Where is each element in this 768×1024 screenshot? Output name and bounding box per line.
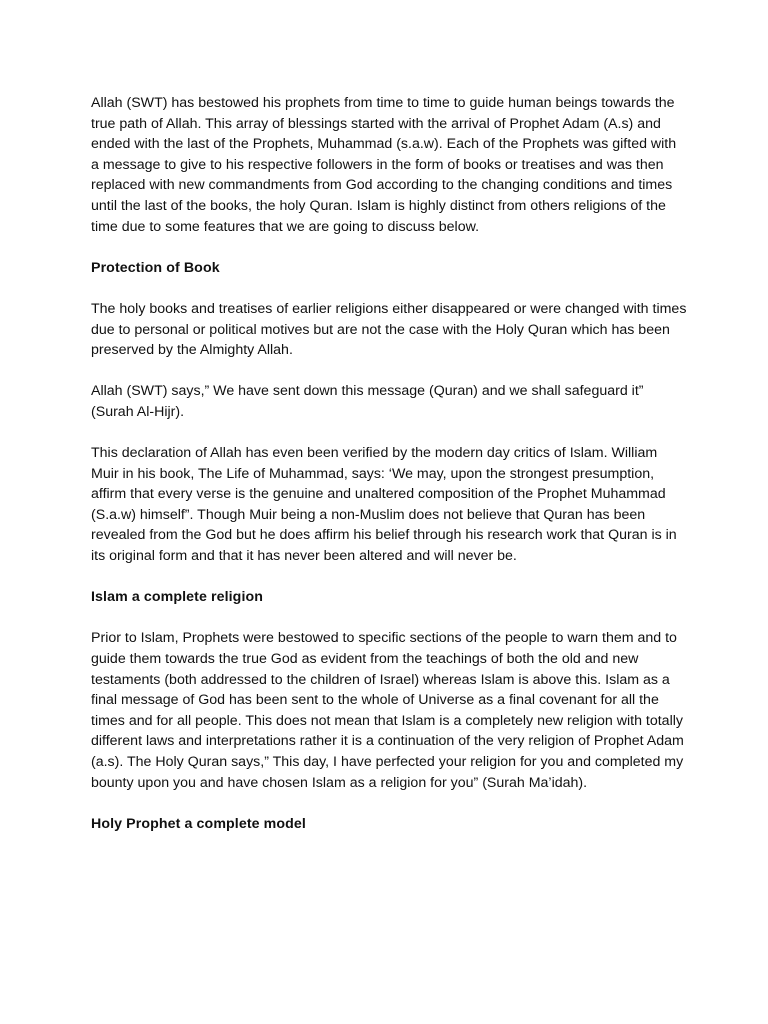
section-heading-complete-religion: Islam a complete religion — [91, 589, 264, 606]
protection-paragraph-3: This declaration of Allah has even been verified by the modern day critics of Islam. William Muir in his book, The Life of Muhammad, says: ‘We may, upon the strongest presumption, affirm that every verse is the genuine and unaltered composition of the Prophet Muhammad (S.a.w) himself”. Though Muir being a non-Muslim does not believe that Quran has been revealed from the God but he does affirm his belief through his research work that Quran is in its original form and that it has never been altered and will never be. — [91, 445, 677, 565]
section-heading-protection-of-book: Protection of Book — [91, 259, 220, 276]
intro-paragraph: Allah (SWT) has bestowed his prophets from time to time to guide human beings towards the true path of Allah. This array of blessings started with the arrival of Prophet Adam (A.s) and ended with the last of the Prophets, Muhammad (s.a.w). Each of the Prophets was gifted with a message to give to his respective followers in the form of books or treatises and was then replaced with new commandments from God according to the changing conditions and times until the last of the books, the holy Quran. Islam is highly distinct from others religions of the time due to some features that we are going to discuss below. — [91, 95, 677, 235]
section-heading-complete-model: Holy Prophet a complete model — [91, 815, 306, 832]
document-page — [91, 93, 687, 855]
protection-paragraph-2: Allah (SWT) says,” We have sent down this message (Quran) and we shall safeguard it” (Surah Al-Hijr). — [91, 383, 644, 420]
complete-religion-paragraph: Prior to Islam, Prophets were bestowed to specific sections of the people to warn them and to guide them towards the true God as evident from the teachings of both the old and new testaments (both addressed to the children of Israel) whereas Islam is above this. Islam as a final message of God has been sent to the whole of Universe as a final covenant for all the times and for all people. This does not mean that Islam is a completely new religion with totally different laws and interpretations rather it is a continuation of the very religion of Prophet Adam (a.s). The Holy Quran says,” This day, I have perfected your religion for you and completed my bounty upon you and have chosen Islam as a religion for you” (Surah Ma’idah). — [91, 630, 684, 791]
protection-paragraph-1: The holy books and treatises of earlier religions either disappeared or were changed with times due to personal or political motives but are not the case with the Holy Quran which has been preserved by the Almighty Allah. — [91, 300, 687, 359]
